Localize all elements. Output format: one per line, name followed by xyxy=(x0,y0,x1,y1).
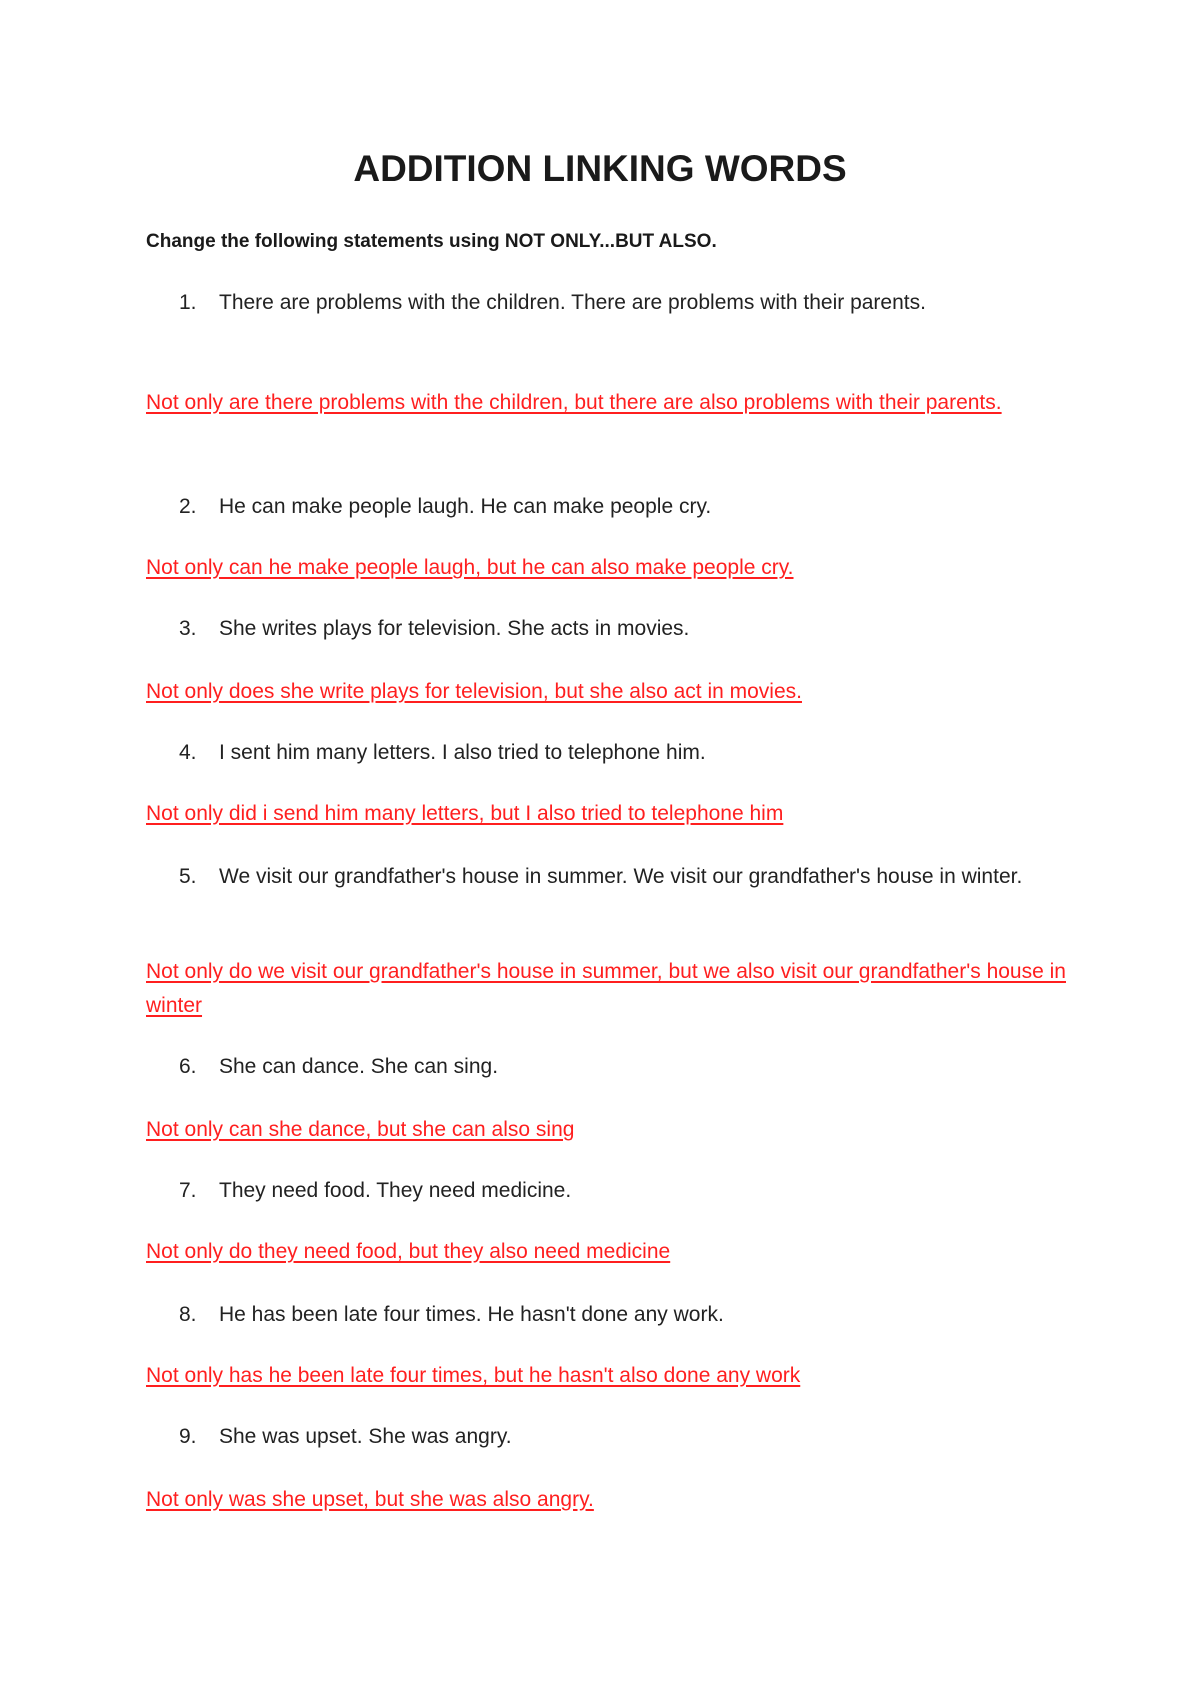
answer-text: Not only do they need food, but they also need medicine xyxy=(146,1240,671,1263)
question-row xyxy=(146,286,1066,320)
question-number: 3. xyxy=(179,617,197,640)
instructions-text: Change the following statements using NOT ONLY...BUT ALSO. xyxy=(146,231,717,252)
question-item xyxy=(146,1050,1066,1084)
question-number: 1. xyxy=(179,291,197,314)
question-number: 9. xyxy=(179,1425,197,1448)
question-row xyxy=(146,1050,1066,1084)
answer-text: Not only are there problems with the children, but there are also problems with their parents. xyxy=(146,391,1002,414)
question-text: We visit our grandfather's house in summer. We visit our grandfather's house in winter. xyxy=(219,865,1023,888)
answer-text: Not only do we visit our grandfather's house in summer, but we also visit our grandfather's house in winter xyxy=(146,960,1066,1017)
question-item xyxy=(146,1174,1066,1208)
answer-text: Not only does she write plays for television, but she also act in movies. xyxy=(146,680,802,703)
question-number: 5. xyxy=(179,865,197,888)
question-row xyxy=(146,490,1066,524)
question-text: I sent him many letters. I also tried to telephone him. xyxy=(219,741,706,764)
question-number: 4. xyxy=(179,741,197,764)
question-row xyxy=(146,1298,1066,1332)
question-number: 7. xyxy=(179,1179,197,1202)
question-text: He has been late four times. He hasn't done any work. xyxy=(219,1303,724,1326)
question-item xyxy=(146,612,1066,646)
question-text: She was upset. She was angry. xyxy=(219,1425,512,1448)
question-item xyxy=(146,490,1066,524)
question-row xyxy=(146,1174,1066,1208)
question-text: She can dance. She can sing. xyxy=(219,1055,499,1078)
question-item xyxy=(146,860,1066,894)
question-row xyxy=(146,860,1066,894)
question-text: They need food. They need medicine. xyxy=(219,1179,572,1202)
question-item xyxy=(146,736,1066,770)
question-item xyxy=(146,1298,1066,1332)
question-number: 2. xyxy=(179,495,197,518)
page-title: ADDITION LINKING WORDS xyxy=(353,148,847,189)
question-number: 8. xyxy=(179,1303,197,1326)
question-text: She writes plays for television. She acts in movies. xyxy=(219,617,690,640)
question-row xyxy=(146,1420,1066,1454)
question-row xyxy=(146,736,1066,770)
answer-text: Not only did i send him many letters, but I also tried to telephone him xyxy=(146,802,784,825)
question-item xyxy=(146,286,1066,320)
answer-text: Not only can he make people laugh, but he can also make people cry. xyxy=(146,556,794,579)
question-number: 6. xyxy=(179,1055,197,1078)
question-text: There are problems with the children. There are problems with their parents. xyxy=(219,291,926,314)
question-item xyxy=(146,1420,1066,1454)
question-text: He can make people laugh. He can make people cry. xyxy=(219,495,712,518)
answer-text: Not only has he been late four times, but he hasn't also done any work xyxy=(146,1364,801,1387)
answer-text: Not only was she upset, but she was also angry. xyxy=(146,1488,594,1511)
question-row xyxy=(146,612,1066,646)
answer-text: Not only can she dance, but she can also sing xyxy=(146,1118,575,1141)
